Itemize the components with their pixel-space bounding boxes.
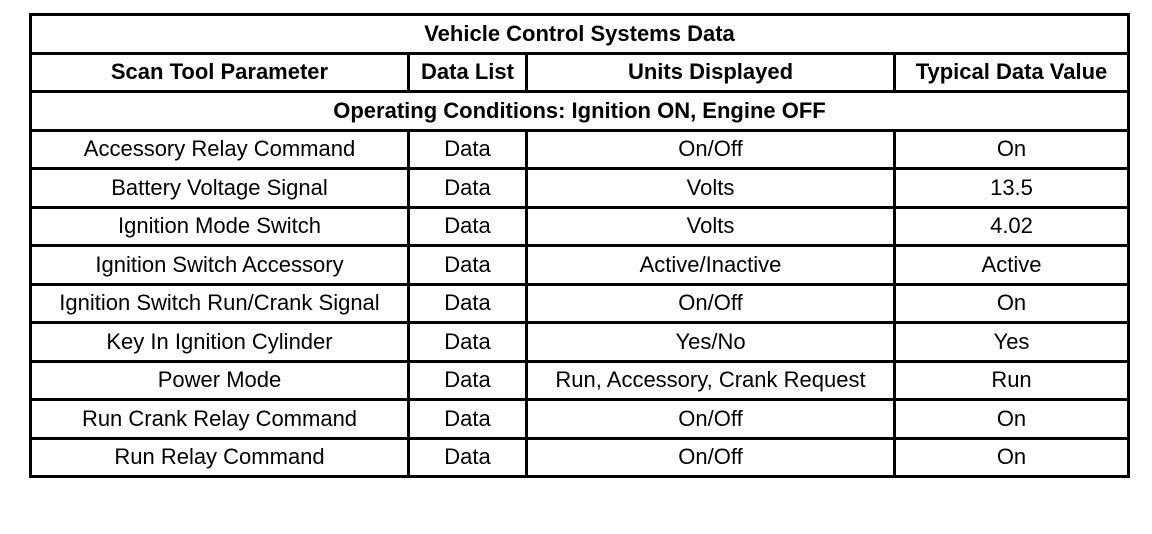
value-cell: Yes [895,323,1129,362]
table-title: Vehicle Control Systems Data [31,15,1129,54]
operating-conditions-row [31,92,1129,131]
table-header-row [31,53,1129,92]
value-cell: On [895,438,1129,477]
units-cell: On/Off [527,284,895,323]
table-title-row [31,15,1129,54]
value-cell: On [895,284,1129,323]
parameter-cell: Run Crank Relay Command [31,400,409,439]
units-cell: On/Off [527,438,895,477]
table-row [31,323,1129,362]
data-list-cell: Data [409,438,527,477]
value-cell: Active [895,246,1129,285]
units-cell: On/Off [527,400,895,439]
units-cell: Volts [527,169,895,208]
parameter-cell: Accessory Relay Command [31,130,409,169]
units-cell: Volts [527,207,895,246]
units-cell: On/Off [527,130,895,169]
table-row [31,438,1129,477]
data-list-cell: Data [409,246,527,285]
units-cell: Active/Inactive [527,246,895,285]
value-cell: 4.02 [895,207,1129,246]
header-units-displayed: Units Displayed [527,53,895,92]
vehicle-control-data-table [29,13,1130,478]
operating-conditions: Operating Conditions: Ignition ON, Engine OFF [31,92,1129,131]
data-list-cell: Data [409,400,527,439]
data-list-cell: Data [409,323,527,362]
data-list-cell: Data [409,207,527,246]
header-scan-tool-parameter: Scan Tool Parameter [31,53,409,92]
parameter-cell: Key In Ignition Cylinder [31,323,409,362]
value-cell: 13.5 [895,169,1129,208]
units-cell: Yes/No [527,323,895,362]
data-list-cell: Data [409,169,527,208]
header-data-list: Data List [409,53,527,92]
data-list-cell: Data [409,130,527,169]
table-row [31,207,1129,246]
parameter-cell: Run Relay Command [31,438,409,477]
parameter-cell: Ignition Mode Switch [31,207,409,246]
table-row [31,361,1129,400]
value-cell: On [895,400,1129,439]
table-row [31,130,1129,169]
value-cell: On [895,130,1129,169]
units-cell: Run, Accessory, Crank Request [527,361,895,400]
table-row [31,400,1129,439]
table-row [31,246,1129,285]
table-row [31,169,1129,208]
data-list-cell: Data [409,284,527,323]
parameter-cell: Ignition Switch Run/Crank Signal [31,284,409,323]
data-table-container [29,13,1127,478]
parameter-cell: Power Mode [31,361,409,400]
value-cell: Run [895,361,1129,400]
header-typical-data-value: Typical Data Value [895,53,1129,92]
parameter-cell: Ignition Switch Accessory [31,246,409,285]
data-list-cell: Data [409,361,527,400]
parameter-cell: Battery Voltage Signal [31,169,409,208]
table-row [31,284,1129,323]
